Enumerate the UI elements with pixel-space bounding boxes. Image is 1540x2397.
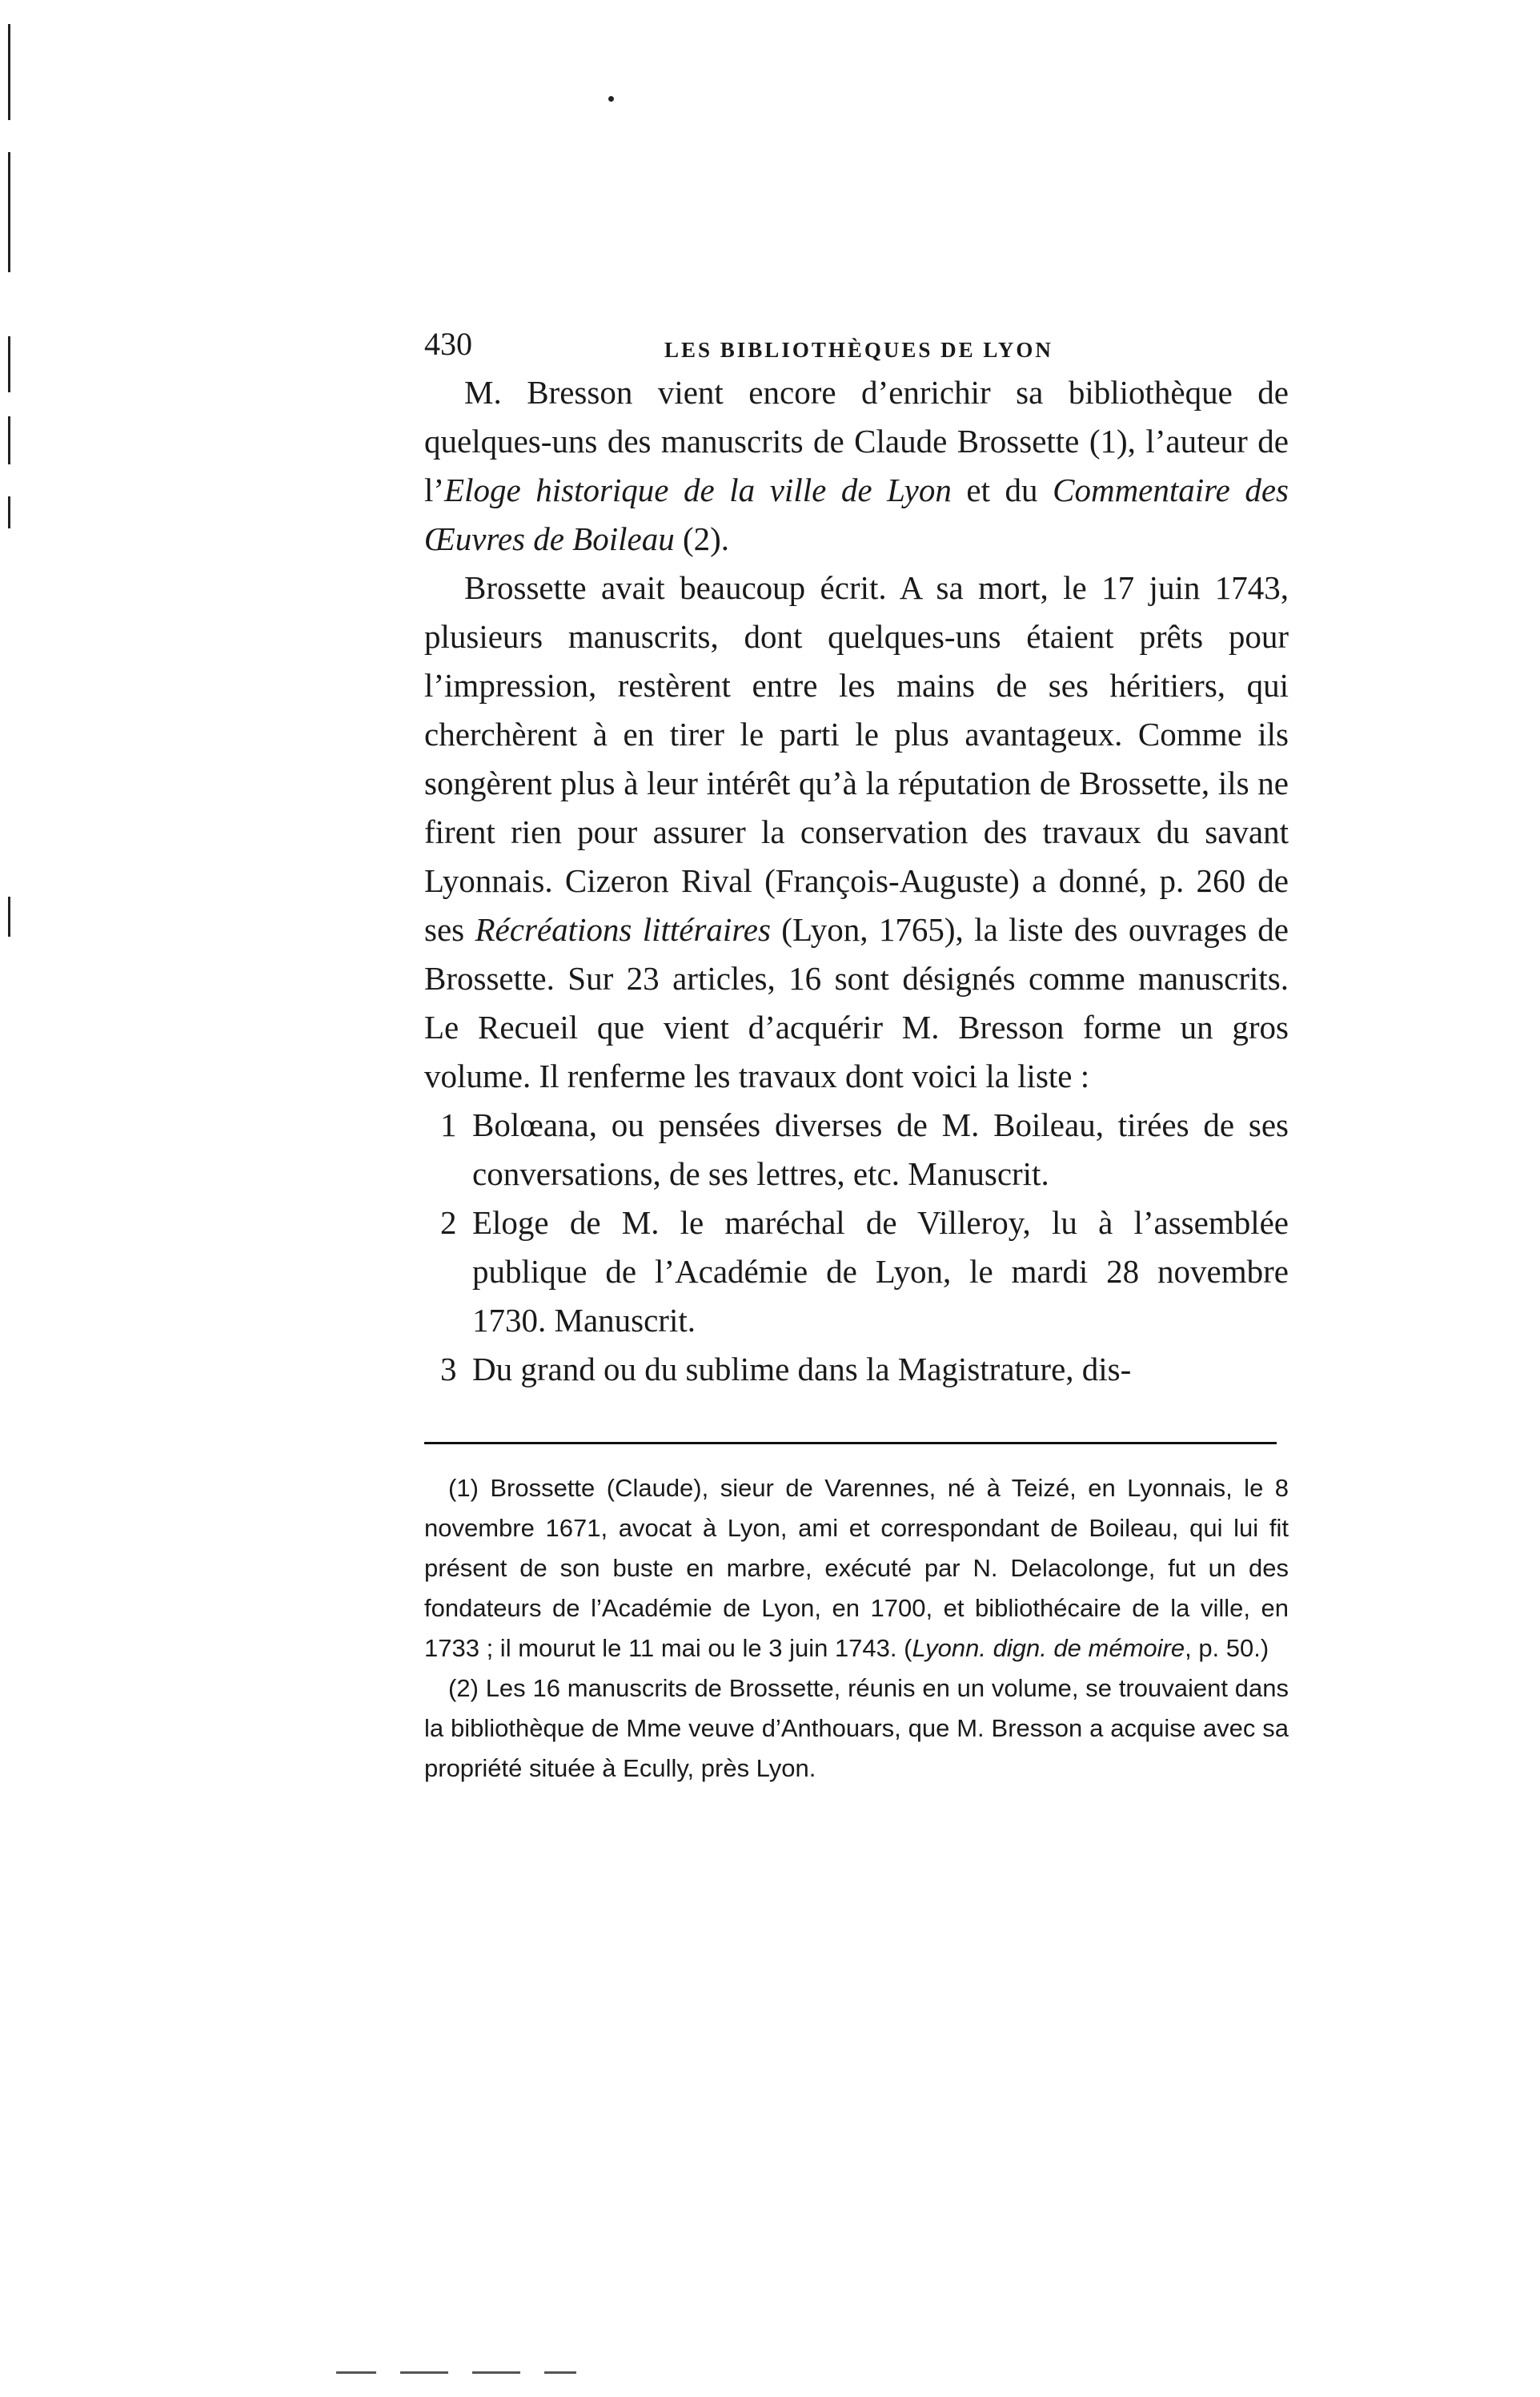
list-item-number: 3 xyxy=(440,1351,457,1387)
running-head xyxy=(424,320,1289,368)
scan-bottom-dash xyxy=(336,2371,376,2374)
work-title-recreations: Récréations littéraires xyxy=(475,911,771,948)
work-title-eloge: Eloge historique de la ville de Lyon xyxy=(444,472,952,508)
footnote-divider xyxy=(424,1442,1277,1444)
list-item-text: Du grand ou du sublime dans la Magistrature, dis- xyxy=(472,1351,1132,1387)
page-number: 430 xyxy=(424,326,472,362)
paragraph-2-text-b: (Lyon, 1765), la liste des ouvrages de Brossette. Sur 23 articles, 16 sont désignés comme manuscrits. Le Recueil que vient d’acquérir M. Bresson forme un gros volume. Il renferme les travaux dont voici la liste : xyxy=(424,911,1289,1094)
list-item xyxy=(424,1101,1289,1198)
footnote-1-source-title: Lyonn. dign. de mémoire xyxy=(912,1634,1185,1662)
list-item-text: Eloge de M. le maréchal de Villeroy, lu à l’assemblée publique de l’Académie de Lyon, le mardi 28 novembre 1730. Manuscrit. xyxy=(472,1204,1289,1339)
scan-dot xyxy=(608,96,614,102)
running-head-title: LES BIBLIOTHÈQUES DE LYON xyxy=(664,338,1053,362)
scan-edge-mark xyxy=(8,496,10,528)
list-item-number: 1 xyxy=(440,1106,457,1143)
scan-bottom-dash xyxy=(544,2371,576,2374)
paragraph-1-text-b: et du xyxy=(951,472,1053,508)
paragraph-1-text-a: M. Bresson vient encore d’enrichir sa bibliothèque de quelques-uns des manuscrits de Claude Brossette (1), l’auteur de l’ xyxy=(424,374,1289,508)
scan-edge-mark xyxy=(8,416,10,464)
scan-edge-mark xyxy=(8,152,10,272)
main-text xyxy=(424,368,1289,1101)
scan-edge-mark xyxy=(8,897,10,937)
manuscript-list xyxy=(424,1101,1289,1394)
footnote-2: (2) Les 16 manuscrits de Brossette, réunis en un volume, se trouvaient dans la bibliothèque de Mme veuve d’Anthouars, que M. Bresson a acquise avec sa propriété située à Ecully, près Lyon. xyxy=(424,1674,1289,1782)
scan-bottom-dash xyxy=(472,2371,520,2374)
scan-bottom-dash xyxy=(400,2371,448,2374)
paragraph-1 xyxy=(424,368,1289,564)
footnotes xyxy=(424,1468,1289,1789)
footnote-1-text-a: (1) Brossette (Claude), sieur de Varennes, né à Teizé, en Lyonnais, le 8 novembre 1671, avocat à Lyon, ami et correspondant de Boileau, qui lui fit présent de son buste en marbre, exécuté par N. Delacolonge, fut un des fondateurs de l’Académie de Lyon, en 1700, et bibliothécaire de la ville, en 1733 ; il mourut le 11 mai ou le 3 juin 1743. ( xyxy=(424,1474,1289,1662)
list-item-text: Bolœana, ou pensées diverses de M. Boileau, tirées de ses conversations, de ses lettres, etc. Manuscrit. xyxy=(472,1106,1289,1192)
footnote-1-text-b: , p. 50.) xyxy=(1185,1634,1269,1662)
paragraph-1-text-c: (2). xyxy=(674,520,730,557)
list-item-number: 2 xyxy=(440,1204,457,1241)
scan-edge-mark xyxy=(8,336,10,392)
scan-edge-mark xyxy=(8,24,10,120)
paragraph-2-text-a: Brossette avait beaucoup écrit. A sa mort, le 17 juin 1743, plusieurs manuscrits, dont quelques-uns étaient prêts pour l’impression, restèrent entre les mains de ses héritiers, qui cherchèrent à en tirer le parti le plus avantageux. Comme ils songèrent plus à leur intérêt qu’à la réputation de Brossette, ils ne firent rien pour assurer la conservation des travaux du savant Lyonnais. Cizeron Rival (François-Auguste) a donné, p. 260 de ses xyxy=(424,569,1289,948)
footnote-1 xyxy=(424,1468,1289,1668)
book-page xyxy=(424,320,1289,1789)
list-item xyxy=(424,1198,1289,1345)
list-item xyxy=(424,1345,1289,1394)
paragraph-2 xyxy=(424,564,1289,1101)
work-title-commentaire: Commentaire des Œuvres de Boileau xyxy=(424,472,1289,557)
